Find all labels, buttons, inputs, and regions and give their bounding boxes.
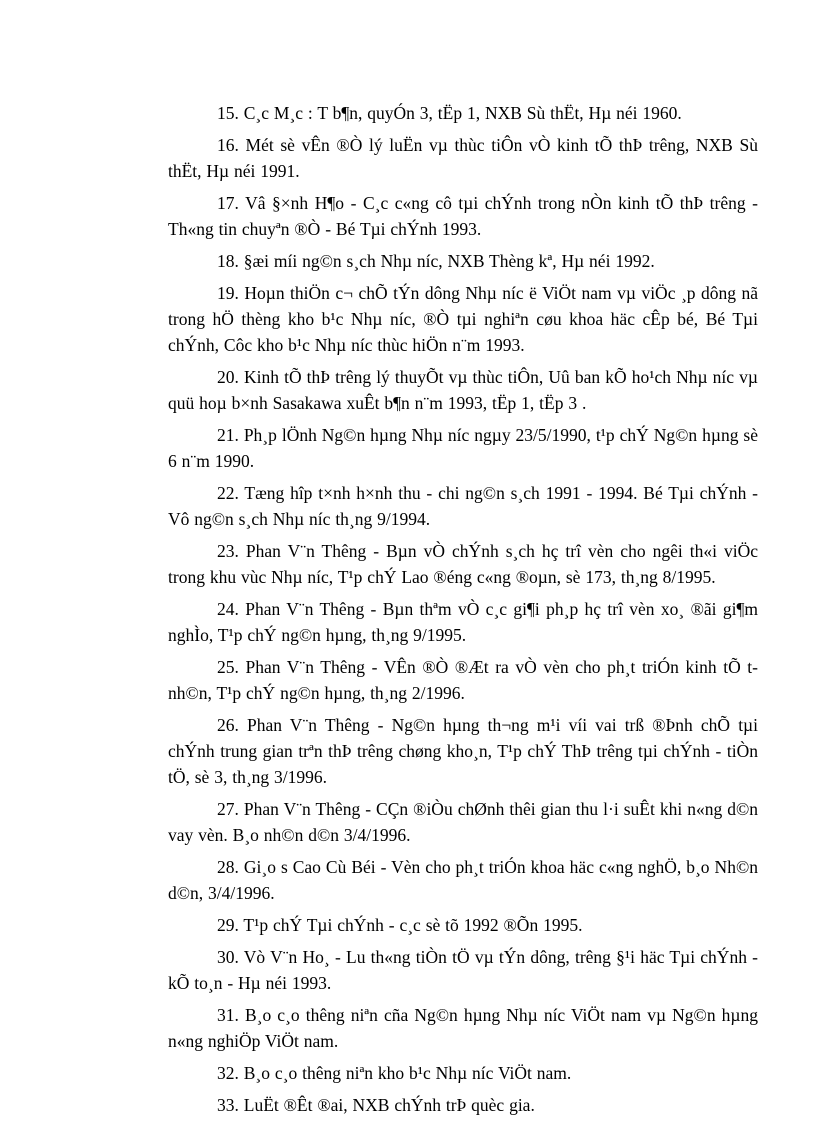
reference-item-27: 27. Phan V¨n Thêng - CÇn ®iÒu chØnh thêi gian thu l·i suÊt khi n«ng d©n vay vèn. B¸o nh©n d©n 3/4/1996. — [168, 799, 758, 845]
reference-item-17: 17. Vâ §×nh H¶o - C¸c c«ng cô tµi chÝnh trong nÒn kinh tÕ thÞ trêng - Th«ng tin chuyªn ®Ò - Bé Tµi chÝnh 1993. — [168, 193, 758, 239]
reference-item-18: 18. §æi míi ng©n s¸ch Nhµ níc, NXB Thèng kª, Hµ néi 1992. — [217, 251, 655, 271]
reference-item-31: 31. B¸o c¸o thêng niªn cña Ng©n hµng Nhµ níc ViÖt nam vµ Ng©n hµng n«ng nghiÖp ViÖt nam. — [168, 1005, 758, 1051]
reference-item-32: 32. B¸o c¸o thêng niªn kho b¹c Nhµ níc ViÖt nam. — [217, 1063, 572, 1083]
reference-item-25: 25. Phan V¨n Thêng - VÊn ®Ò ®Æt ra vÒ vèn cho ph¸t triÓn kinh tÕ t nh©n, T¹p chÝ ng©n hµng, th¸ng 2/1996. — [168, 657, 758, 703]
reference-item-21: 21. Ph¸p lÖnh Ng©n hµng Nhµ níc ngµy 23/5/1990, t¹p chÝ Ng©n hµng sè 6 n¨m 1990. — [168, 425, 758, 471]
reference-item-15: 15. C¸c M¸c : T b¶n, quyÓn 3, tËp 1, NXB Sù thËt, Hµ néi 1960. — [217, 103, 682, 123]
reference-item-19: 19. Hoµn thiÖn c¬ chÕ tÝn dông Nhµ níc ë ViÖt nam vµ viÖc ¸p dông nã trong hÖ thèng kho b¹c Nhµ níc, ®Ò tµi nghiªn cøu khoa häc cÊp bé, Bé Tµi chÝnh, Côc kho b¹c Nhµ níc thùc hiÖn n¨m 1993. — [168, 283, 758, 355]
reference-item-24: 24. Phan V¨n Thêng - Bµn thªm vÒ c¸c gi¶i ph¸p hç trî vèn xo¸ ®ãi gi¶m nghÌo, T¹p chÝ ng©n hµng, th¸ng 9/1995. — [168, 599, 758, 645]
reference-item-30: 30. Vò V¨n Ho¸ - Lu th«ng tiÒn tÖ vµ tÝn dông, trêng §¹i häc Tµi chÝnh - kÕ to¸n - Hµ néi 1993. — [168, 947, 758, 993]
reference-item-29: 29. T¹p chÝ Tµi chÝnh - c¸c sè tõ 1992 ®Õn 1995. — [217, 915, 583, 935]
reference-item-22: 22. Tæng hîp t×nh h×nh thu - chi ng©n s¸ch 1991 - 1994. Bé Tµi chÝnh - Vô ng©n s¸ch Nhµ níc th¸ng 9/1994. — [168, 483, 758, 529]
reference-item-23: 23. Phan V¨n Thêng - Bµn vÒ chÝnh s¸ch hç trî vèn cho ngêi th«i viÖc trong khu vùc Nhµ níc, T¹p chÝ Lao ®éng c«ng ®oµn, sè 173, th¸ng 8/1995. — [168, 541, 758, 587]
reference-item-26: 26. Phan V¨n Thêng - Ng©n hµng th¬ng m¹i víi vai trß ®Þnh chÕ tµi chÝnh trung gian trªn thÞ trêng chøng kho¸n, T¹p chÝ ThÞ trêng tµi chÝnh - tiÒn tÖ, sè 3, th¸ng 3/1996. — [168, 715, 758, 787]
reference-list — [168, 100, 758, 1124]
reference-item-16: 16. Mét sè vÊn ®Ò lý luËn vµ thùc tiÔn vÒ kinh tÕ thÞ trêng, NXB Sù thËt, Hµ néi 1991. — [168, 135, 758, 181]
reference-item-28: 28. Gi¸o s Cao Cù Béi - Vèn cho ph¸t triÓn khoa häc c«ng nghÖ, b¸o Nh©n d©n, 3/4/1996. — [168, 857, 758, 903]
reference-item-33: 33. LuËt ®Êt ®ai, NXB chÝnh trÞ quèc gia. — [217, 1095, 535, 1115]
reference-item-20: 20. Kinh tÕ thÞ trêng lý thuyÕt vµ thùc tiÔn, Uû ban kÕ ho¹ch Nhµ níc vµ quü hoµ b×nh Sasakawa xuÊt b¶n n¨m 1993, tËp 1, tËp 3 . — [168, 367, 758, 413]
